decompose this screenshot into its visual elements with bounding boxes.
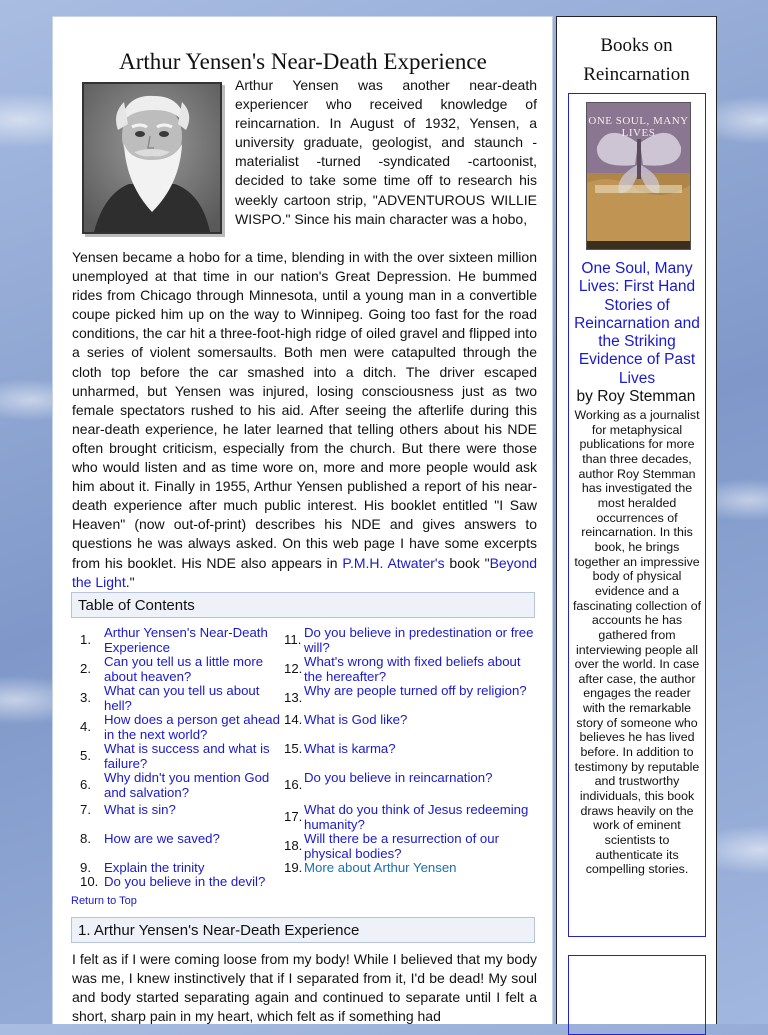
toc-number: 10.: [80, 874, 99, 889]
toc-number: 9.: [80, 860, 91, 875]
toc-link[interactable]: What can you tell us about hell?: [104, 683, 260, 713]
toc-number: 12.: [284, 661, 303, 676]
toc-link[interactable]: Why are people turned off by religion?: [304, 683, 527, 698]
book-description: Working as a journalist for metaphysical publications for more than three decades, author Roy Stemman has investigated the most heralded occurrences of reincarnation. In this book, he brings together an impressive body of physical evidence and a fascinating collection of accounts he has gathered from interviewing people all over the world. In case after case, the author engages the reader with the remarkable story of someone who believes he has lived before. In addition to testimony by reputable and trustworthy individuals, this book draws heavily on the work of eminent scientists to authenticate its compelling stories.: [572, 408, 702, 877]
toc-number: 8.: [80, 831, 91, 846]
toc-link[interactable]: Will there be a resurrection of our physical bodies?: [304, 831, 499, 861]
toc-link[interactable]: More about Arthur Yensen: [304, 860, 457, 875]
toc-link[interactable]: What do you think of Jesus redeeming humanity?: [304, 802, 529, 832]
toc-number: 2.: [80, 661, 91, 676]
toc-link[interactable]: What is God like?: [304, 712, 408, 727]
main-content: [52, 16, 553, 1024]
book-author: by Roy Stemman: [576, 388, 696, 405]
intro-text: Yensen became a hobo for a time, blending in with the over sixteen million unemployed at that time in our nation's Great Depression. He bummed rides from Chicago through Minnesota, until a young man in a convertible coupe picked him up on the way to Winnipeg. Going too fast for the road conditions, the car hit a three-foot-high ridge of oiled gravel and flipped into a series of violent somersaults. Both men were catapulted through the cloth top before the car smashed into a ditch. The driver escaped unharmed, but Yensen was injured, losing consciousness just as two female spectators rushed to his aid. After seeing the afterlife during this near-death experience, he later learned that telling others about his NDE often brought criticism, especially from the church. But there were those who would listen and as time wore on, more and more people would ask him about it. Finally in 1955, Arthur Yensen published a report of his near-death experience after much public interest. His booklet entitled "I Saw Heaven" (now out-of-print) describes his NDE and gives answers to questions he was always asked. On this web page I have some excerpts from his booklet. His NDE also appears in: [72, 249, 537, 571]
beyond-the-light-link[interactable]: Beyond the Light: [72, 554, 538, 590]
toc-number: 17.: [284, 809, 303, 824]
book-card-2: [568, 955, 706, 1035]
toc-number: 16.: [284, 777, 303, 792]
intro-end-text: .": [125, 573, 135, 590]
toc-link[interactable]: What is success and what is failure?: [104, 741, 270, 771]
toc-link[interactable]: Do you believe in the devil?: [104, 874, 266, 889]
toc-number: 15.: [284, 741, 303, 756]
toc-number: 3.: [80, 690, 91, 705]
intro-paragraph-top: Arthur Yensen was another near-death experiencer who received knowledge of reincarnation. In August of 1932, Yensen, a university graduate, geologist, and staunch - materialist -turned -syndicated -cartoonist, decided to take some time off to research his weekly cartoon strip, "ADVENTUROUS WILLIE WISPO." Since his main character was a hobo,: [235, 77, 537, 227]
toc-number: 19.: [284, 860, 303, 875]
book-cover-title: ONE SOUL, MANY LIVES: [588, 115, 689, 139]
book-card: [568, 93, 706, 937]
toc-number: 11.: [284, 632, 302, 647]
return-to-top-link[interactable]: Return to Top: [71, 895, 137, 907]
toc-number: 5.: [80, 748, 91, 763]
toc-link[interactable]: What's wrong with fixed beliefs about the hereafter?: [304, 654, 521, 684]
toc-number: 18.: [284, 838, 303, 853]
toc-number: 4.: [80, 719, 91, 734]
toc-link[interactable]: What is karma?: [304, 741, 396, 756]
toc-link[interactable]: What is sin?: [104, 802, 176, 817]
section-1-text: I felt as if I were coming loose from my body! While I believed that my body was me, I knew instinctively that if I separated from it, I'd be dead! My soul and body started separating again and continued to separate until I felt a short, sharp pain in my heart, which felt as if something had: [72, 951, 537, 1025]
book-title-link[interactable]: One Soul, Many Lives: First Hand Stories of Reincarnation and the Striking Evidence of Past Lives: [574, 260, 700, 387]
toc-link[interactable]: Do you believe in reincarnation?: [304, 770, 493, 785]
book-cover-image[interactable]: [586, 102, 691, 250]
intro-paragraph-rest: [72, 248, 537, 592]
toc-number: 7.: [80, 802, 91, 817]
toc-link[interactable]: Explain the trinity: [104, 860, 205, 875]
portrait-image: [84, 84, 220, 232]
toc-heading: Table of Contents: [71, 592, 535, 618]
toc-number: 1.: [80, 632, 91, 647]
toc-number: 13.: [284, 690, 303, 705]
atwater-link[interactable]: P.M.H. Atwater's: [342, 554, 445, 571]
intro-mid-text: book ": [449, 554, 490, 571]
toc-link[interactable]: Do you believe in predestination or free will?: [304, 625, 534, 655]
toc-link[interactable]: Arthur Yensen's Near-Death Experience: [104, 625, 268, 655]
arthur-yensen-portrait: [82, 82, 222, 234]
toc-number: 14.: [284, 712, 303, 727]
page-title: Arthur Yensen's Near-Death Experience: [119, 49, 487, 74]
toc-link[interactable]: Can you tell us a little more about heaven?: [104, 654, 264, 684]
toc-link[interactable]: How are we saved?: [104, 831, 220, 846]
toc-link[interactable]: Why didn't you mention God and salvation?: [104, 770, 270, 800]
toc-link[interactable]: How does a person get ahead in the next world?: [104, 712, 280, 742]
toc-number: 6.: [80, 777, 91, 792]
sidebar-title: Books on Reincarnation: [583, 35, 690, 85]
sidebar: [556, 16, 717, 1024]
section-1-heading: 1. Arthur Yensen's Near-Death Experience: [71, 917, 535, 943]
